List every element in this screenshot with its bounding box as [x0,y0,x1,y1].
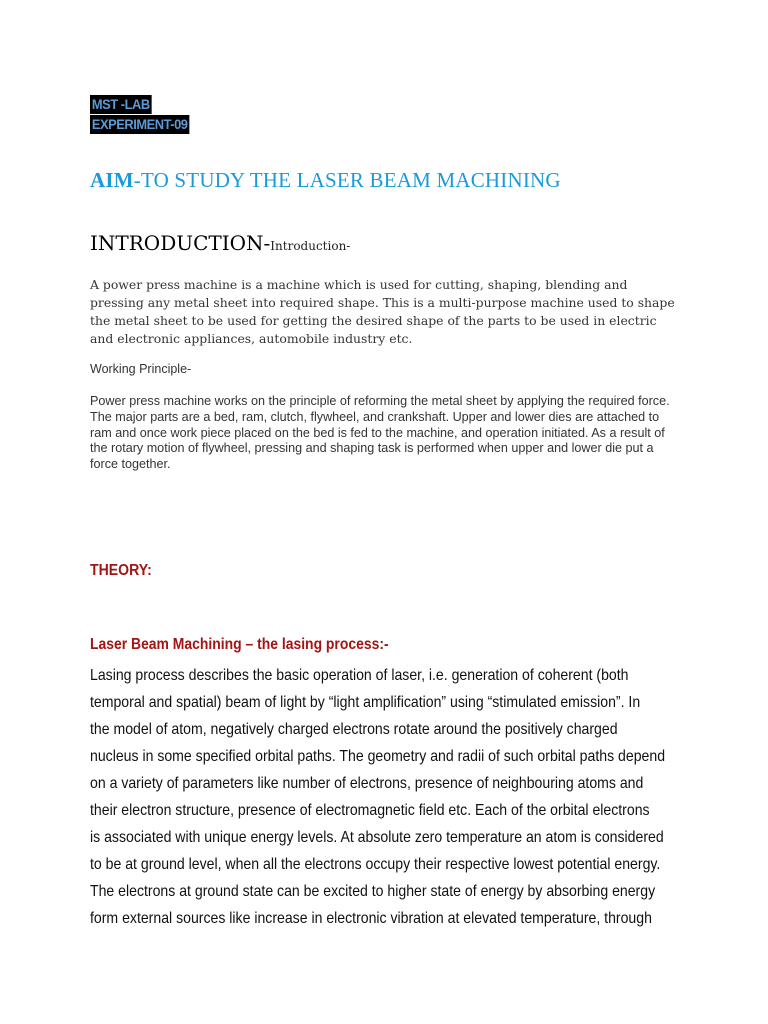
paragraph-line: nucleus in some specified orbital paths. The geometry and radii of such orbital paths depend [90,748,666,765]
experiment-header [90,95,198,135]
paragraph-line: their electron structure, presence of electromagnetic field etc. Each of the orbital electrons [90,802,650,819]
aim-text: -TO STUDY THE LASER BEAM MACHINING [133,168,561,192]
theory-heading: THEORY: [90,562,152,579]
paragraph-line: form external sources like increase in electronic vibration at elevated temperature, through [90,910,652,927]
working-principle-paragraph: Power press machine works on the principle of reforming the metal sheet by applying the required force. The major parts are a bed, ram, clutch, flywheel, and crankshaft. Upper and lower dies are attached to ram and once work piece placed on the bed is fed to the machine, and operation initiated. As a result of the rotary motion of flywheel, pressing and shaping task is performed when upper and lower die put a force together. [90,394,670,472]
experiment-number: EXPERIMENT-09 [91,116,188,132]
introduction-heading [90,231,350,255]
lasing-process-paragraph [90,662,680,932]
paragraph-line: is associated with unique energy levels. At absolute zero temperature an atom is considered [90,829,664,846]
paragraph-line: on a variety of parameters like number of electrons, presence of neighbouring atoms and [90,775,644,792]
paragraph-line: to be at ground level, when all the electrons occupy their respective lowest potential energy. [90,856,661,873]
aim-label: AIM [90,168,134,192]
introduction-title: INTRODUCTION- [90,231,271,255]
paragraph-line: temporal and spatial) beam of light by “light amplification” using “stimulated emission”. In [90,694,641,711]
introduction-subtitle: Introduction- [270,239,351,253]
lab-title: MST -LAB [91,96,150,112]
paragraph-line: the model of atom, negatively charged electrons rotate around the positively charged [90,721,618,738]
paragraph-line: The electrons at ground state can be excited to higher state of energy by absorbing energy [90,883,656,900]
paragraph-line: Lasing process describes the basic operation of laser, i.e. generation of coherent (both [90,667,629,684]
introduction-paragraph: A power press machine is a machine which is used for cutting, shaping, blending and pressing any metal sheet into required shape. This is a multi-purpose machine used to shape the metal sheet to be used for getting the desired shape of the parts to be used in electric and electronic appliances, automobile industry etc. [90,277,675,346]
working-principle-heading: Working Principle- [90,362,192,376]
lasing-process-heading: Laser Beam Machining – the lasing process:- [90,636,389,653]
aim-heading [90,168,561,193]
